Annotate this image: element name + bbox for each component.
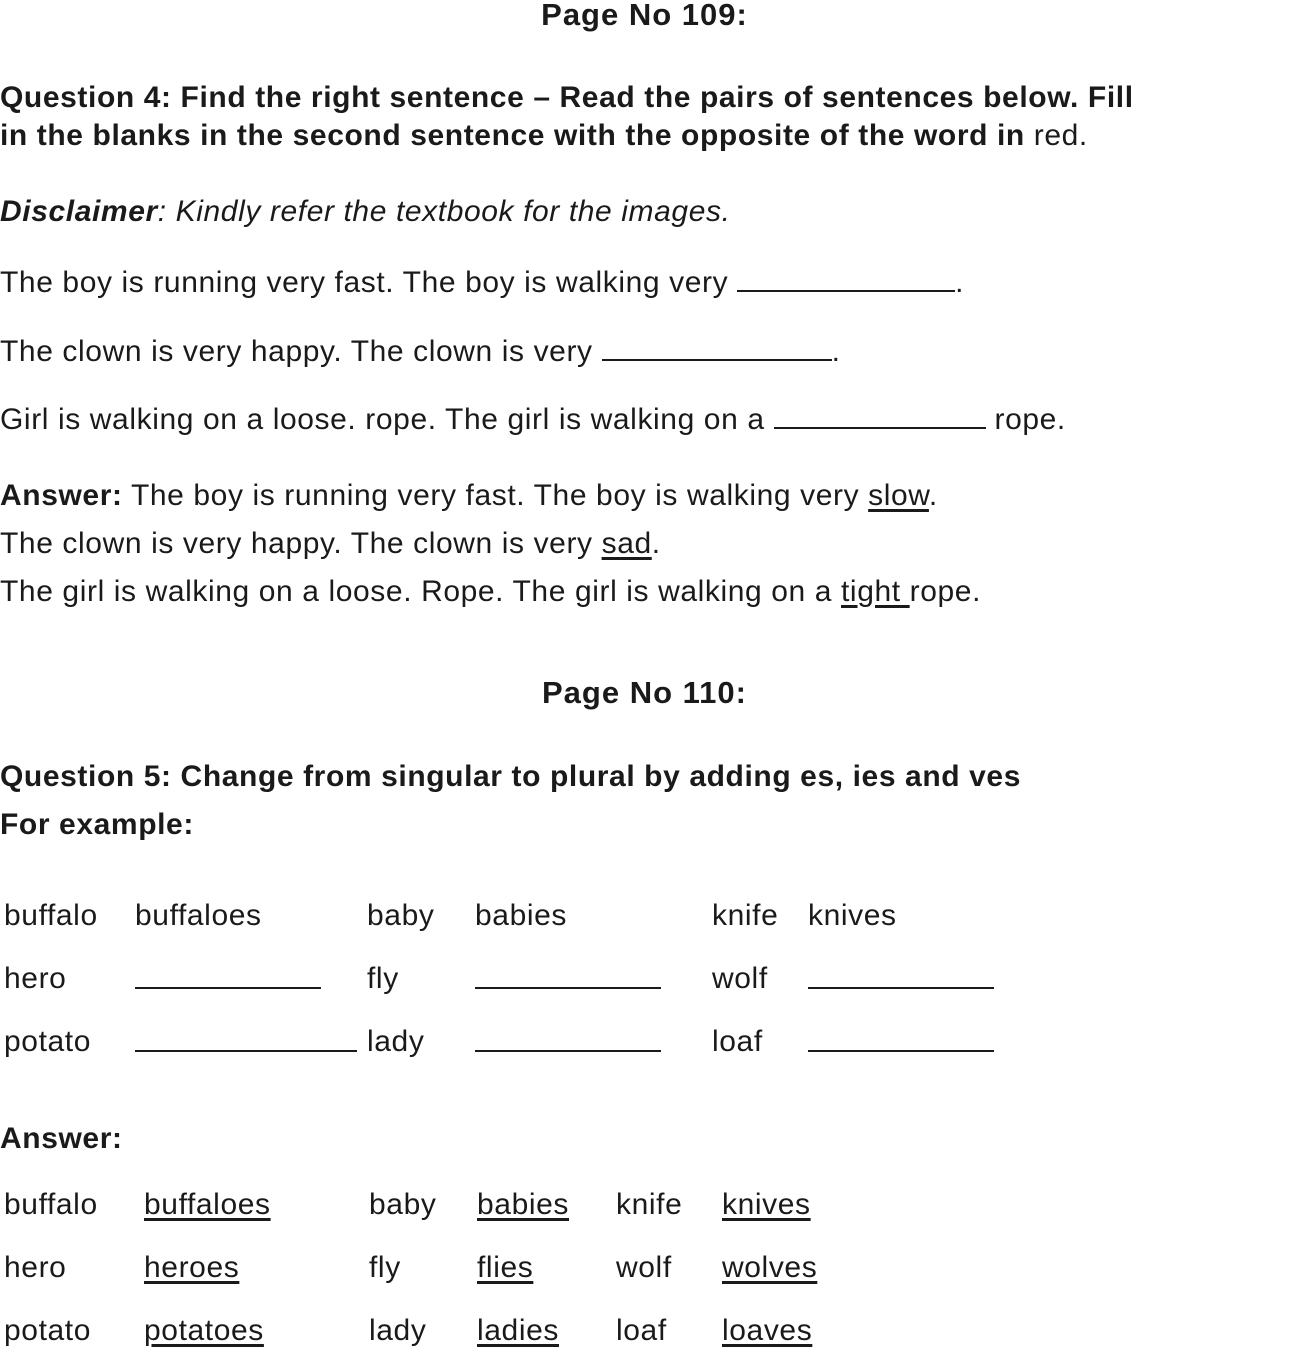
sentence-end: . <box>831 335 841 368</box>
blank <box>808 961 994 998</box>
singular-word: baby <box>367 899 435 932</box>
plural-word: knives <box>808 899 897 932</box>
plural-answer: knives <box>722 1188 811 1221</box>
sentence-text: The clown is very happy. The clown is very <box>0 335 593 368</box>
sentence-end: rope. <box>994 403 1066 436</box>
answer-2 <box>0 526 661 562</box>
singular-word: baby <box>369 1188 437 1221</box>
question-5: Question 5: Change from singular to plural by adding es, ies and ves <box>0 760 1021 793</box>
answer-text: The boy is running very fast. The boy is walking very <box>130 479 860 512</box>
answer-label: Answer: <box>0 479 123 512</box>
plural-answer: flies <box>477 1251 534 1284</box>
plural-word: buffaloes <box>135 899 262 932</box>
answer-label-110: Answer: <box>0 1122 123 1155</box>
answer-1 <box>0 478 938 514</box>
plural-answer: potatoes <box>144 1314 264 1347</box>
singular-word: lady <box>369 1314 427 1347</box>
singular-word: potato <box>4 1314 92 1347</box>
question-4-red-word: red. <box>1033 119 1088 152</box>
answer-end: . <box>651 527 661 560</box>
blank <box>475 1024 661 1061</box>
plural-answer: heroes <box>144 1251 240 1284</box>
singular-word: fly <box>369 1251 401 1284</box>
singular-word: loaf <box>616 1314 667 1347</box>
blank <box>135 1024 357 1061</box>
blank <box>808 1024 994 1061</box>
singular-word: buffalo <box>4 1188 98 1221</box>
blank <box>135 961 321 998</box>
sentence-3 <box>0 401 1066 438</box>
disclaimer-label: Disclaimer <box>0 195 158 228</box>
answer-end: . <box>928 479 938 512</box>
disclaimer-text: : Kindly refer the textbook for the images. <box>157 195 731 228</box>
singular-word: potato <box>4 1025 92 1058</box>
answer-word: sad <box>601 527 652 560</box>
singular-word: fly <box>367 962 399 995</box>
singular-word: hero <box>4 962 67 995</box>
singular-word: knife <box>616 1188 683 1221</box>
blank-line <box>135 961 321 989</box>
blank <box>774 401 986 429</box>
singular-word: lady <box>367 1025 425 1058</box>
sentence-1 <box>0 264 964 301</box>
singular-word: loaf <box>712 1025 763 1058</box>
sentence-text: Girl is walking on a loose. rope. The girl is walking on a <box>0 403 765 436</box>
singular-word: hero <box>4 1251 67 1284</box>
answer-3 <box>0 574 981 610</box>
question-4-line2 <box>0 118 1088 154</box>
plural-answer: loaves <box>722 1314 813 1347</box>
answer-word: slow <box>868 479 929 512</box>
plural-answer: ladies <box>477 1314 559 1347</box>
blank <box>602 333 832 361</box>
blank-line <box>808 1024 994 1052</box>
singular-word: buffalo <box>4 899 98 932</box>
sentence-end: . <box>955 266 965 299</box>
sentence-2 <box>0 333 841 370</box>
blank-line <box>475 961 661 989</box>
plural-answer: babies <box>477 1188 570 1221</box>
blank-line <box>475 1024 661 1052</box>
sentence-text: The boy is running very fast. The boy is walking very <box>0 266 729 299</box>
singular-word: wolf <box>616 1251 672 1284</box>
blank <box>475 961 661 998</box>
plural-answer: buffaloes <box>144 1188 271 1221</box>
answer-text: The girl is walking on a loose. Rope. The girl is walking on a <box>0 575 833 608</box>
example-label: For example: <box>0 808 194 841</box>
answer-word: tight <box>841 575 910 608</box>
blank <box>737 264 955 292</box>
singular-word: wolf <box>712 962 768 995</box>
answer-end: rope. <box>909 575 982 608</box>
singular-word: knife <box>712 899 779 932</box>
disclaimer <box>0 194 731 230</box>
blank-line <box>808 961 994 989</box>
plural-answer: wolves <box>722 1251 818 1284</box>
blank-line <box>135 1024 357 1052</box>
page-heading-109: Page No 109: <box>541 0 748 32</box>
answer-text: The clown is very happy. The clown is very <box>0 527 593 560</box>
page-heading-110: Page No 110: <box>542 675 747 710</box>
plural-word: babies <box>475 899 568 932</box>
question-4-text: in the blanks in the second sentence with the opposite of the word in <box>0 119 1025 152</box>
question-4-line1: Question 4: Find the right sentence – Read the pairs of sentences below. Fill <box>0 81 1134 114</box>
